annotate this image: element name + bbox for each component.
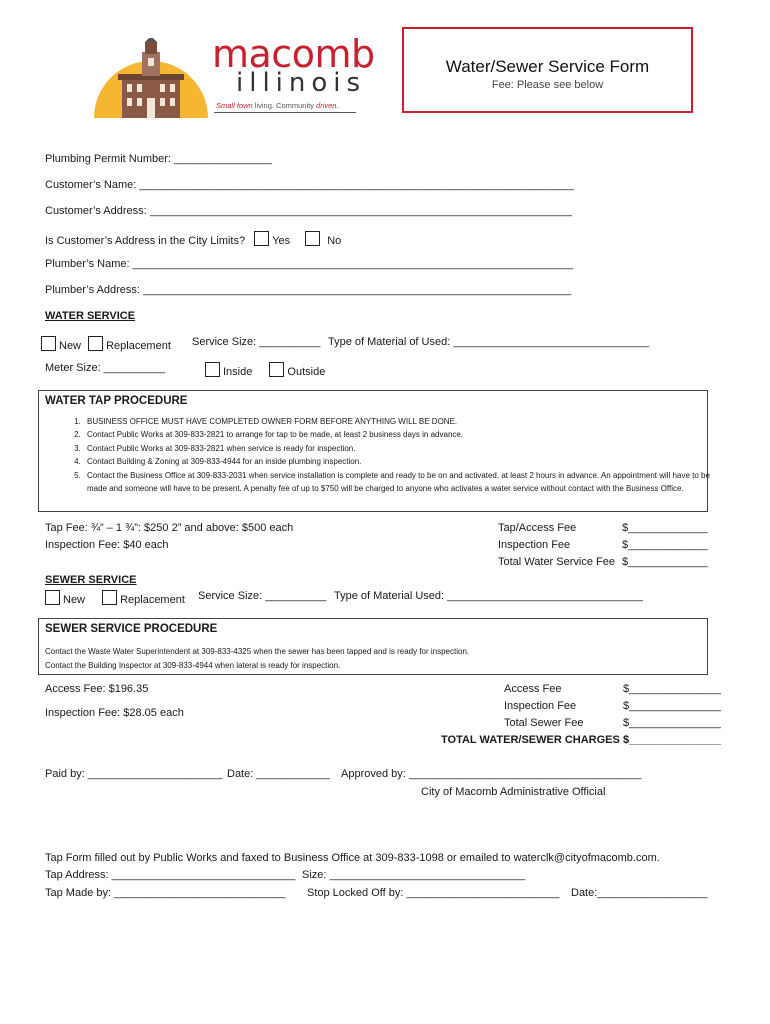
sewer-replacement-label: Replacement	[120, 594, 185, 606]
footer-date-field[interactable]: Date:__________________	[571, 887, 708, 899]
water-service-type	[41, 336, 171, 352]
no-label: No	[327, 235, 342, 247]
paid-by-field[interactable]: Paid by: ______________________	[45, 768, 223, 780]
plumber-address-field[interactable]: Plumber’s Address: ______________________________________________________________________	[45, 284, 572, 296]
water-material-field[interactable]: Type of Material of Used: ________________________________	[328, 336, 650, 348]
meter-location	[205, 362, 325, 378]
sewer-procedure-box	[38, 618, 708, 675]
sewer-new-label: New	[63, 594, 86, 606]
total-sewer-fee-field[interactable]: $_______________	[623, 717, 721, 729]
inside-label: Inside	[223, 366, 253, 378]
sewer-inspection-fee-field[interactable]: $_______________	[623, 700, 721, 712]
tap-step: 5. Contact the Business Office at 309-833-2031 when service installation is complete and ready to be on and activated, at least 2 hours in advance. An appointment will have to be made and someone will have to be present. A penalty fee of up to $750 will be charged to anyone who activates a water service without contact with the Business Office.	[83, 469, 723, 496]
inspection-fee-info: Inspection Fee: $40 each	[45, 539, 169, 551]
tap-fee-info: Tap Fee: ¾” – 1 ¾”: $250 2” and above: $500 each	[45, 522, 294, 534]
total-charges-field[interactable]: $_______________	[623, 734, 721, 746]
sewer-material-field[interactable]: Type of Material Used: ________________________________	[334, 590, 643, 602]
tap-made-by-field[interactable]: Tap Made by: ____________________________	[45, 887, 286, 899]
water-replacement-checkbox[interactable]	[88, 336, 103, 351]
outside-checkbox[interactable]	[269, 362, 284, 377]
tap-access-fee-label: Tap/Access Fee	[498, 522, 577, 534]
official-caption: City of Macomb Administrative Official	[421, 786, 606, 798]
sewer-inspection-fee-label: Inspection Fee	[504, 700, 577, 712]
water-tap-heading: WATER TAP PROCEDURE	[45, 395, 188, 407]
water-service-heading: WATER SERVICE	[45, 310, 136, 322]
form-title: Water/Sewer Service Form	[445, 57, 650, 76]
customer-name-field[interactable]: Customer’s Name: _______________________________________________________________________	[45, 179, 574, 191]
permit-number-field[interactable]: Plumbing Permit Number: ________________	[45, 153, 272, 165]
sewer-procedure-heading: SEWER SERVICE PROCEDURE	[45, 623, 218, 635]
city-limits-question	[45, 231, 341, 247]
yes-label: Yes	[272, 235, 291, 247]
sewer-inspection-fee-info: Inspection Fee: $28.05 each	[45, 707, 184, 719]
tap-size-field[interactable]: Size: ________________________________	[302, 869, 526, 881]
outside-label: Outside	[287, 366, 326, 378]
city-hall-logo-icon	[92, 38, 210, 118]
water-replacement-label: Replacement	[106, 340, 171, 352]
water-inspection-fee-label: Inspection Fee	[498, 539, 571, 551]
logo-tagline: Small town living. Community driven.	[216, 101, 339, 110]
tap-access-fee-field[interactable]: $_____________	[622, 522, 708, 534]
logo-state: illinois	[236, 68, 367, 98]
sewer-access-fee-info: Access Fee: $196.35	[45, 683, 149, 695]
customer-address-field[interactable]: Customer’s Address: _____________________________________________________________________	[45, 205, 572, 217]
inside-checkbox[interactable]	[205, 362, 220, 377]
tap-step: 1. BUSINESS OFFICE MUST HAVE COMPLETED OWNER FORM BEFORE ANYTHING WILL BE DONE.	[83, 415, 723, 428]
sewer-service-size-field[interactable]: Service Size: __________	[198, 590, 327, 602]
water-service-size-field[interactable]: Service Size: __________	[192, 336, 321, 348]
water-new-label: New	[59, 340, 82, 352]
approved-by-field[interactable]: Approved by: ______________________________________	[341, 768, 642, 780]
total-sewer-fee-label: Total Sewer Fee	[504, 717, 584, 729]
meter-size-field[interactable]: Meter Size: __________	[45, 362, 165, 374]
sewer-replacement-checkbox[interactable]	[102, 590, 117, 605]
total-water-fee-label: Total Water Service Fee	[498, 556, 615, 568]
total-water-fee-field[interactable]: $_____________	[622, 556, 708, 568]
water-tap-steps	[65, 415, 723, 495]
tap-step: 3. Contact Public Works at 309-833-2821 when service is ready for inspection.	[83, 442, 723, 455]
sewer-new-checkbox[interactable]	[45, 590, 60, 605]
form-title-box	[402, 27, 693, 113]
total-charges-label: TOTAL WATER/SEWER CHARGES	[441, 734, 620, 746]
tap-form-note: Tap Form filled out by Public Works and faxed to Business Office at 309-833-1098 or emailed to waterclk@cityofmacomb.com.	[45, 852, 660, 864]
sewer-service-type	[45, 590, 185, 606]
no-checkbox[interactable]	[305, 231, 320, 246]
yes-checkbox[interactable]	[254, 231, 269, 246]
stop-locked-off-field[interactable]: Stop Locked Off by: _________________________	[307, 887, 560, 899]
sewer-access-fee-field[interactable]: $_______________	[623, 683, 721, 695]
sewer-procedure-line: Contact the Waste Water Superintendent at 309-833-4325 when the sewer has been tapped and is ready for inspection.	[45, 647, 470, 656]
city-limits-label: Is Customer’s Address in the City Limits?	[45, 235, 246, 247]
sewer-procedure-line: Contact the Building Inspector at 309-833-4944 when lateral is ready for inspection.	[45, 660, 341, 670]
water-new-checkbox[interactable]	[41, 336, 56, 351]
sewer-access-fee-label: Access Fee	[504, 683, 562, 695]
form-subtitle: Fee: Please see below	[491, 79, 604, 91]
sewer-service-heading: SEWER SERVICE	[45, 574, 137, 586]
water-tap-procedure-box	[38, 390, 708, 512]
tap-step: 4. Contact Building & Zoning at 309-833-4944 for an inside plumbing inspection.	[83, 455, 723, 468]
logo-wordmark: macomb	[212, 32, 375, 76]
tap-step: 2. Contact Public Works at 309-833-2821 to arrange for tap to be made, at least 2 business days in advance.	[83, 428, 723, 441]
water-inspection-fee-field[interactable]: $_____________	[622, 539, 708, 551]
tap-address-field[interactable]: Tap Address: ______________________________	[45, 869, 296, 881]
logo-divider	[214, 112, 356, 113]
plumber-name-field[interactable]: Plumber’s Name: ________________________________________________________________________	[45, 258, 574, 270]
sewer-procedure-text	[45, 645, 469, 672]
date-field[interactable]: Date: ____________	[227, 768, 330, 780]
